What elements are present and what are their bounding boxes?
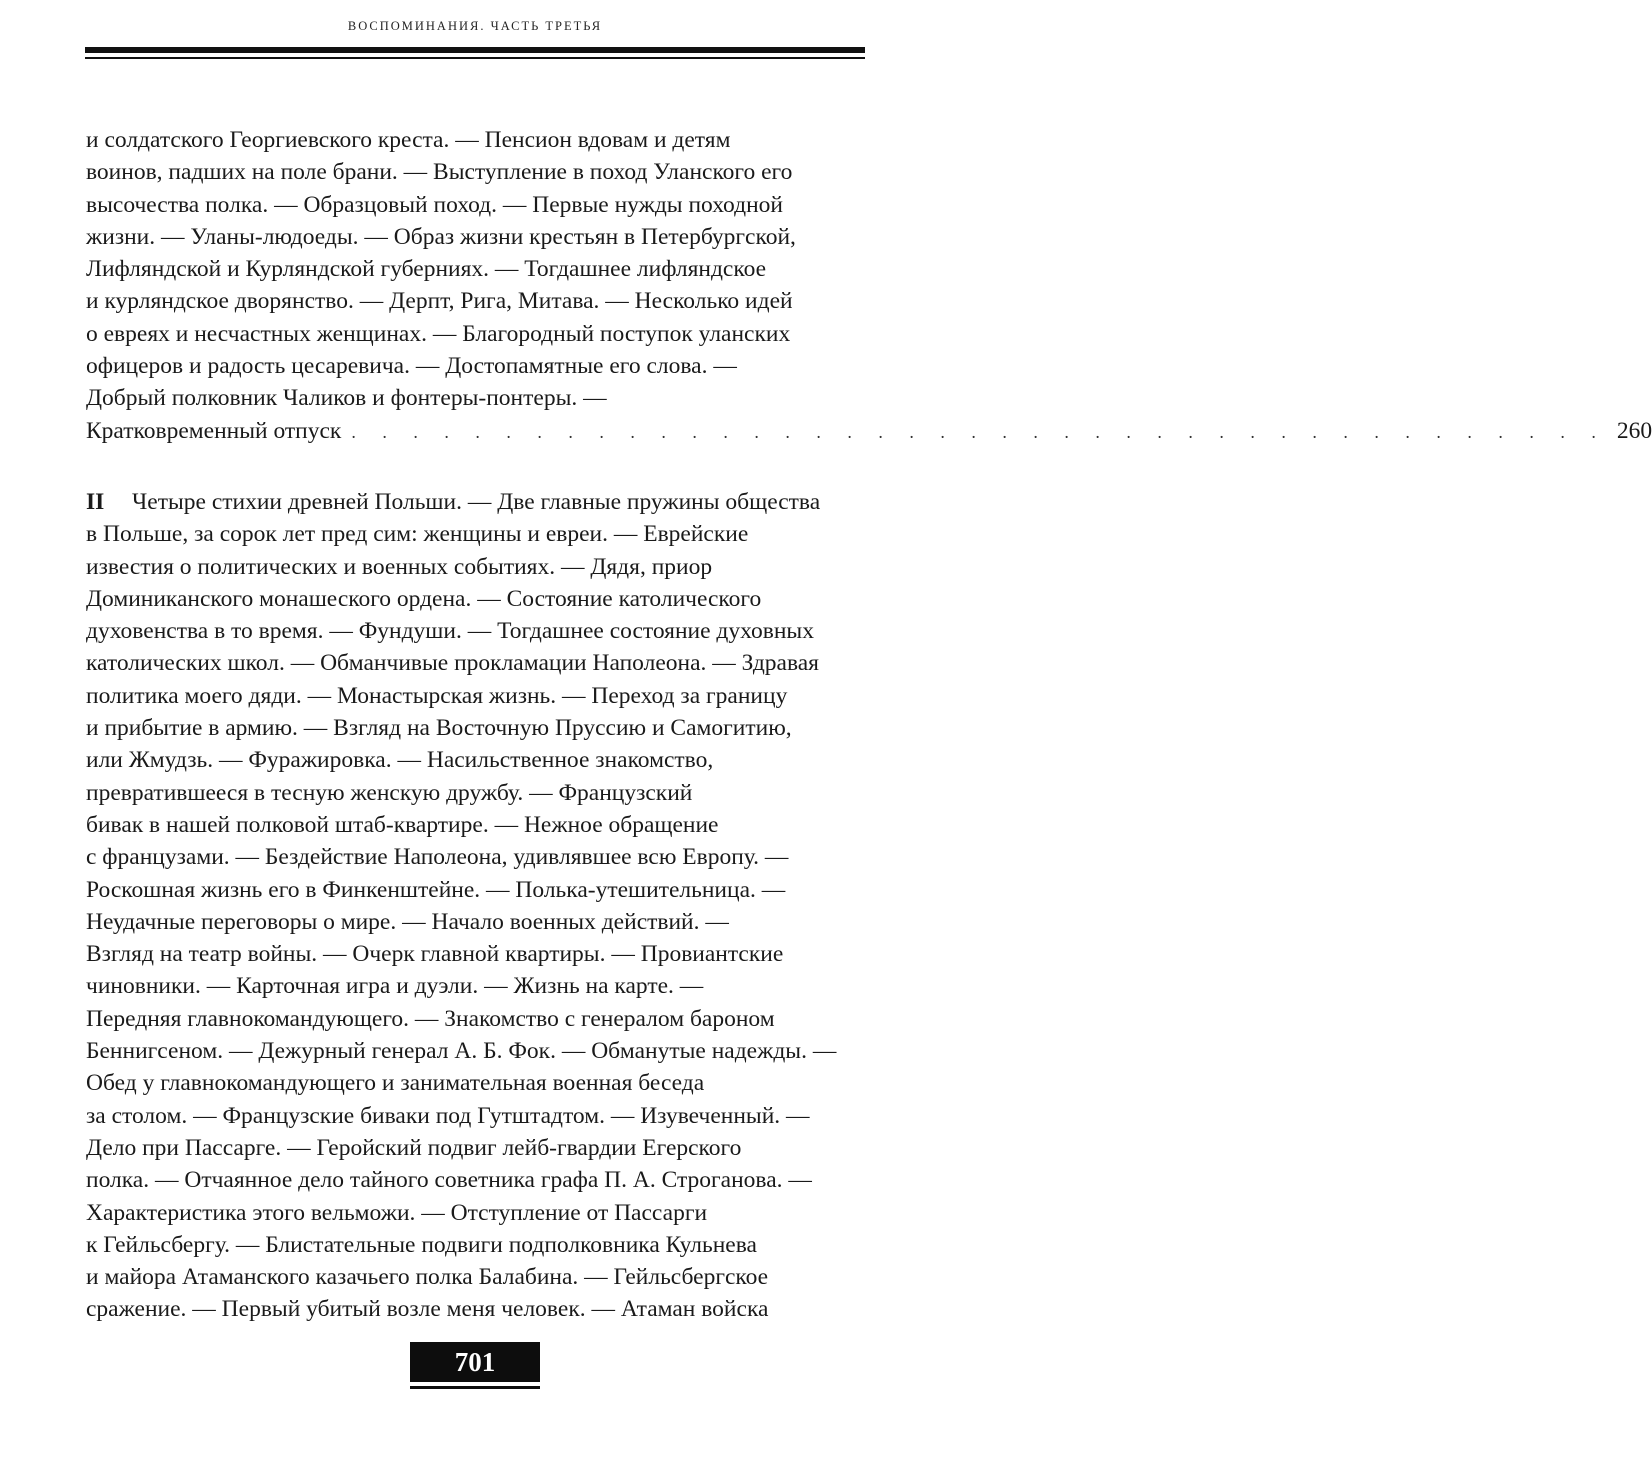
toc-line: Неудачные переговоры о мире. — Начало военных действий. — bbox=[86, 908, 729, 935]
toc-line: с французами. — Бездействие Наполеона, удивлявшее всю Европу. — bbox=[86, 844, 789, 871]
toc-line: к Гейльсбергу. — Блистательные подвиги подполковника Кульнева bbox=[86, 1231, 757, 1258]
toc-line: высочества полка. — Образцовый поход. — Первые нужды походной bbox=[86, 191, 783, 218]
toc-line: превратившееся в тесную женскую дружбу. — Французский bbox=[86, 779, 693, 806]
toc-line: и курляндское дворянство. — Дерпт, Рига, Митава. — Несколько идей bbox=[86, 288, 793, 315]
toc-line: Обед у главнокомандующего и занимательная военная беседа bbox=[86, 1070, 705, 1097]
toc-line: Роскошная жизнь его в Финкенштейне. — Полька-утешительница. — bbox=[86, 876, 786, 903]
toc-line: о евреях и несчастных женщинах. — Благородный поступок уланских bbox=[86, 320, 791, 347]
toc-line: Четыре стихии древней Польши. — Две главные пружины общества bbox=[132, 489, 821, 515]
toc-line: жизни. — Уланы-людоеды. — Образ жизни крестьян в Петербургской, bbox=[86, 223, 796, 250]
toc-line: известия о политических и военных событиях. — Дядя, приор bbox=[86, 553, 713, 580]
toc-line: Дело при Пассарге. — Геройский подвиг лейб-гвардии Егерского bbox=[86, 1134, 742, 1161]
toc-line: за столом. — Французские биваки под Гутштадтом. — Изувеченный. — bbox=[86, 1102, 810, 1129]
toc-line: Лифляндской и Курляндской губерниях. — Тогдашнее лифляндское bbox=[86, 256, 767, 283]
toc-entry-final-line bbox=[86, 415, 1652, 447]
toc-line: сражение. — Первый убитый возле меня человек. — Атаман войска bbox=[86, 1296, 769, 1323]
toc-line: в Польше, за сорок лет пред сим: женщины и евреи. — Еврейские bbox=[86, 521, 749, 548]
toc-line: Характеристика этого вельможи. — Отступление от Пассарги bbox=[86, 1199, 708, 1226]
header-rule-thick bbox=[85, 47, 865, 53]
toc-line: бивак в нашей полковой штаб-квартире. — Нежное обращение bbox=[86, 811, 719, 838]
toc-line: Передняя главнокомандующего. — Знакомство с генералом бароном bbox=[86, 1005, 775, 1032]
toc-line: духовенства в то время. — Фундуши. — Тогдашнее состояние духовных bbox=[86, 618, 814, 645]
toc-line: воинов, падших на поле брани. — Выступление в поход Уланского его bbox=[86, 159, 793, 186]
toc-entry-continued bbox=[86, 124, 1652, 447]
page-number: 701 bbox=[410, 1342, 540, 1382]
toc-entry-chapter-2 bbox=[86, 486, 866, 1326]
toc-line: офицеров и радость цесаревича. — Достопамятные его слова. — bbox=[86, 353, 737, 380]
toc-chapter-first-line bbox=[86, 486, 866, 518]
toc-line: полка. — Отчаянное дело тайного советника графа П. А. Строганова. — bbox=[86, 1167, 812, 1194]
toc-line: и майора Атаманского казачьего полка Балабина. — Гейльсбергское bbox=[86, 1264, 769, 1291]
toc-line: или Жмудзь. — Фуражировка. — Насильственное знакомство, bbox=[86, 747, 714, 774]
header-rule-thin bbox=[85, 57, 865, 59]
toc-line: и прибытие в армию. — Взгляд на Восточную Пруссию и Самогитию, bbox=[86, 715, 792, 742]
page-number-underline bbox=[410, 1386, 540, 1389]
dot-leader: . . . . . . . . . . . . . . . . . . . . . . . . . . . . . . . . . . . . . . . . . bbox=[351, 421, 1607, 442]
toc-line: Добрый полковник Чаликов и фонтеры-понтеры. — bbox=[86, 385, 607, 412]
toc-line: католических школ. — Обманчивые прокламации Наполеона. — Здравая bbox=[86, 650, 819, 677]
toc-line: и солдатского Георгиевского креста. — Пенсион вдовам и детям bbox=[86, 127, 731, 153]
chapter-number: II bbox=[86, 489, 105, 515]
toc-line: Беннигсеном. — Дежурный генерал А. Б. Фок. — Обманутые надежды. — bbox=[86, 1038, 837, 1065]
toc-line: Взгляд на театр войны. — Очерк главной квартиры. — Провиантские bbox=[86, 941, 784, 968]
toc-line: чиновники. — Карточная игра и дуэли. — Жизнь на карте. — bbox=[86, 973, 704, 1000]
toc-line: Доминиканского монашеского ордена. — Состояние католического bbox=[86, 585, 762, 612]
toc-final-text: Кратковременный отпуск bbox=[86, 417, 342, 444]
toc-line: политика моего дяди. — Монастырская жизнь. — Переход за границу bbox=[86, 682, 788, 709]
toc-page-reference: 260 bbox=[1616, 417, 1652, 444]
running-head: ВОСПОМИНАНИЯ. ЧАСТЬ ТРЕТЬЯ bbox=[347, 19, 603, 33]
